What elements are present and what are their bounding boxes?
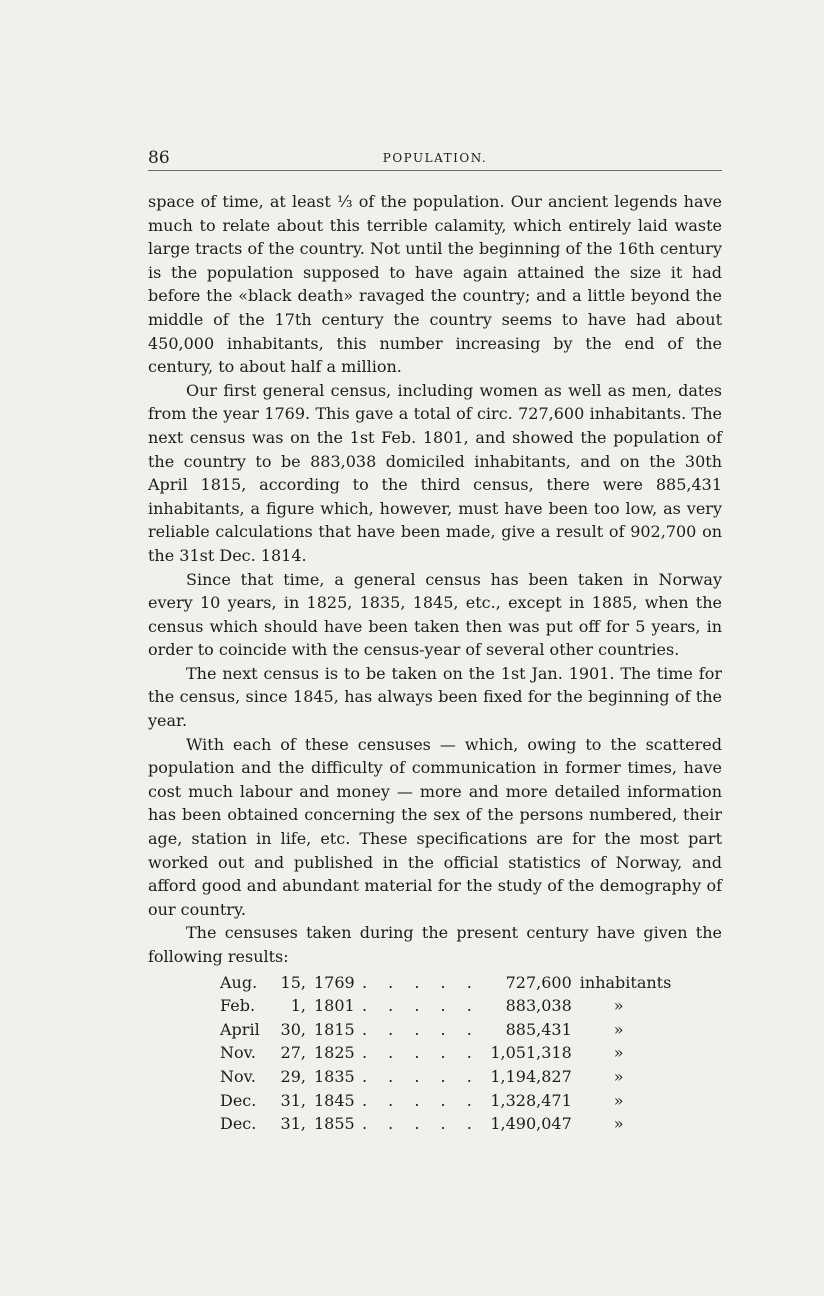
census-year: 1815 xyxy=(314,1019,355,1039)
ditto-mark: » xyxy=(613,1043,624,1063)
ditto-mark: » xyxy=(613,1090,624,1110)
census-population: 727,600 xyxy=(505,972,572,992)
paragraph: With each of these censuses — which, owing to the scattered population and the difficulty of communication in former times, have cost much labour and money — more and more detailed information has been obtained concerning the sex of the persons numbered, their age, station in life, etc. These specifications are for the most part worked out and published in the official statistics of Norway, and afford good and abundant material for the study of the demography of our country. xyxy=(148,734,722,919)
table-row xyxy=(220,1065,671,1089)
census-year: 1801 xyxy=(314,996,355,1016)
census-month: Nov. xyxy=(220,1066,256,1086)
census-unit: inhabitants xyxy=(579,972,672,992)
census-year: 1825 xyxy=(314,1043,355,1063)
leader-dots: . . . . . xyxy=(362,972,480,992)
running-head: POPULATION. xyxy=(382,151,488,165)
census-day: 31, xyxy=(280,1114,306,1134)
census-day: 30, xyxy=(280,1019,306,1039)
census-day: 27, xyxy=(280,1043,306,1063)
census-month: April xyxy=(220,1019,260,1039)
paragraph: The next census is to be taken on the 1st Jan. 1901. The time for the census, since 1845, has always been fixed for the beginning of the year. xyxy=(148,663,722,731)
ditto-mark: » xyxy=(613,1114,624,1134)
leader-dots: . . . . . xyxy=(362,1066,480,1086)
body-text xyxy=(148,190,722,1136)
table-row xyxy=(220,994,671,1018)
census-population: 1,490,047 xyxy=(490,1114,572,1134)
census-year: 1769 xyxy=(314,972,355,992)
leader-dots: . . . . . xyxy=(362,1114,480,1134)
paragraph: Our first general census, including women as well as men, dates from the year 1769. This gave a total of circ. 727,600 inhabitants. The next census was on the 1st Feb. 1801, and showed the population of the country to be 883,038 domiciled inhabitants, and on the 30th April 1815, according to the third census, there were 885,431 inhabitants, a figure which, however, must have been too low, as very reliable calculations that have been made, give a result of 902,700 on the 31st Dec. 1814. xyxy=(148,380,722,565)
leader-dots: . . . . . xyxy=(362,1019,480,1039)
leader-dots: . . . . . xyxy=(362,1090,480,1110)
leader-dots: . . . . . xyxy=(362,996,480,1016)
census-year: 1845 xyxy=(314,1090,355,1110)
census-population: 885,431 xyxy=(505,1019,572,1039)
census-month: Feb. xyxy=(220,996,256,1016)
leader-dots: . . . . . xyxy=(362,1043,480,1063)
census-year: 1855 xyxy=(314,1114,355,1134)
ditto-mark: » xyxy=(613,1019,624,1039)
census-year: 1835 xyxy=(314,1066,355,1086)
census-month: Nov. xyxy=(220,1043,256,1063)
census-table xyxy=(220,971,671,1136)
table-row xyxy=(220,971,671,995)
census-month: Aug. xyxy=(220,972,258,992)
table-row xyxy=(220,1112,671,1136)
page-number: 86 xyxy=(148,148,170,168)
ditto-mark: » xyxy=(613,1066,624,1086)
census-population: 1,328,471 xyxy=(490,1090,572,1110)
paragraph: Since that time, a general census has been taken in Norway every 10 years, in 1825, 1835, 1845, etc., except in 1885, when the census which should have been taken then was put off for 5 years, in order to coincide with the census-year of several other countries. xyxy=(148,569,722,660)
census-day: 29, xyxy=(280,1066,306,1086)
table-row xyxy=(220,1041,671,1065)
table-row xyxy=(220,1018,671,1042)
census-population: 1,051,318 xyxy=(490,1043,572,1063)
census-month: Dec. xyxy=(220,1090,257,1110)
census-population: 1,194,827 xyxy=(490,1066,572,1086)
page-header xyxy=(148,146,722,171)
census-population: 883,038 xyxy=(505,996,572,1016)
ditto-mark: » xyxy=(613,996,624,1016)
census-day: 31, xyxy=(280,1090,306,1110)
paragraph: space of time, at least ⅓ of the population. Our ancient legends have much to relate about this terrible calamity, which entirely laid waste large tracts of the country. Not until the beginning of the 16th century is the population supposed to have again attained the size it had before the «black death» ravaged the country; and a little beyond the middle of the 17th century the country seems to have had about 450,000 inhabitants, this number increasing by the end of the century, to about half a million. xyxy=(148,192,722,377)
census-month: Dec. xyxy=(220,1114,257,1134)
paragraph: The censuses taken during the present century have given the following results: xyxy=(148,923,722,966)
census-day: 15, xyxy=(280,972,306,992)
census-day: 1, xyxy=(290,996,306,1016)
table-row xyxy=(220,1089,671,1113)
